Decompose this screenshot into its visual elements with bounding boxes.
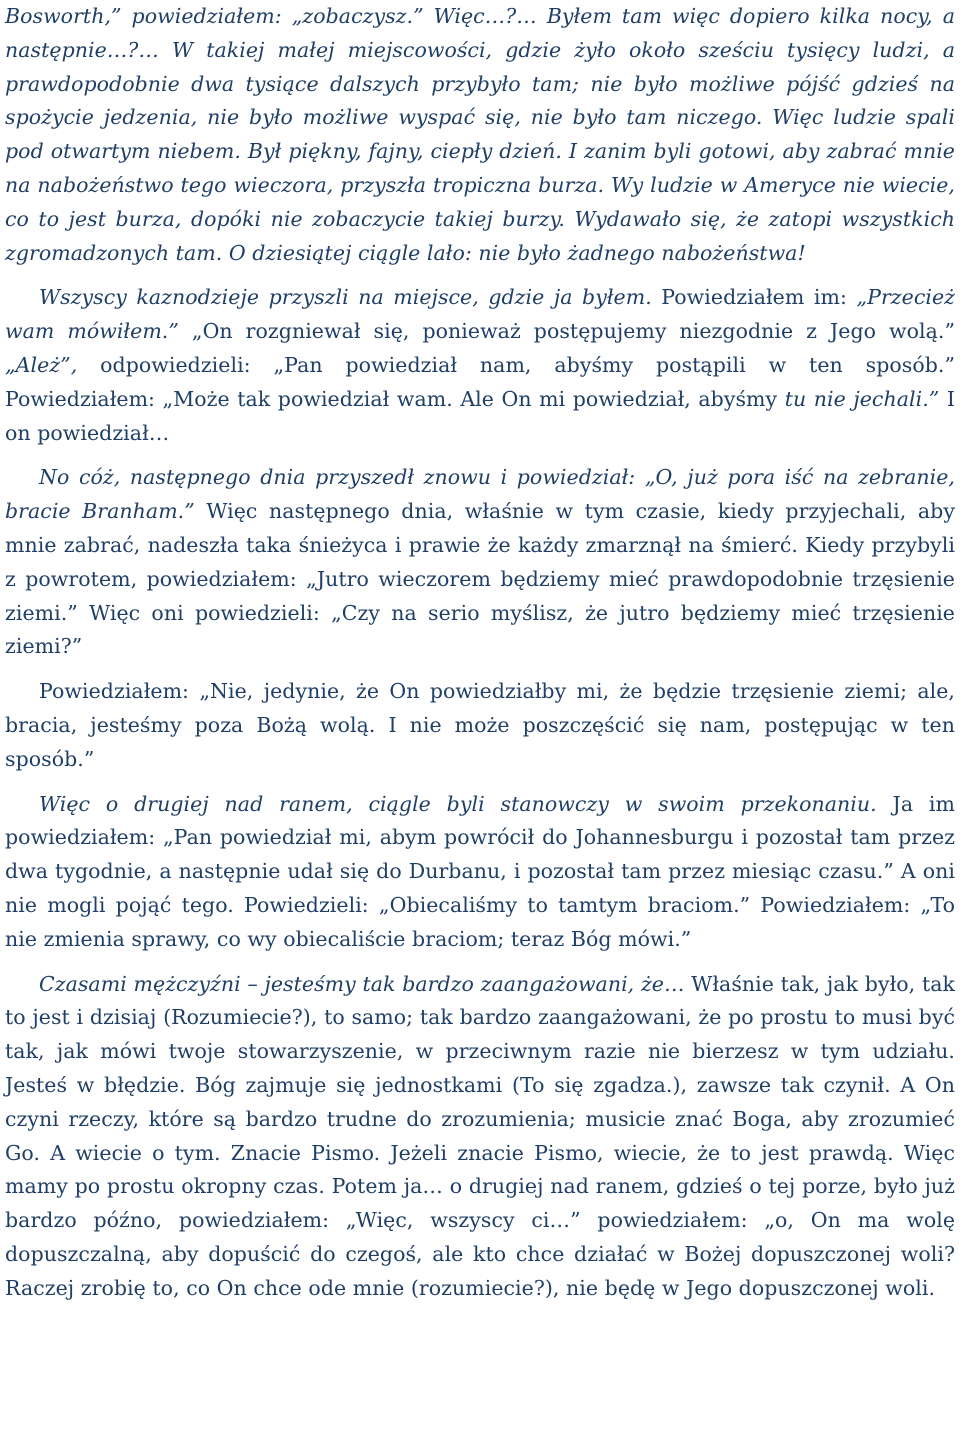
text-segment: „Przecież wam mówiłem.” (5, 285, 956, 344)
text-segment: No cóż, następnego dnia przyszedł znowu i powiedział: „O, już pora iść na zebranie, bracie Branham.” (5, 465, 955, 524)
text-segment: Wszyscy kaznodzieje przyszli na miejsce, gdzie ja byłem. (39, 285, 662, 310)
text-segment: „On rozgniewał się, ponieważ postępujemy niezgodnie z Jego wolą.” (191, 319, 956, 344)
text-segment: Wydawało się, że zatopi wszystkich zgromadzonych tam. O dziesiątej ciągle lało: nie było żadnego nabożeństwa! (5, 206, 955, 265)
text-segment: Właśnie tak, jak było, tak to jest i dzisiaj (Rozumiecie?), to samo; tak bardzo zaangażowani, że po prostu to musi być tak, jak mówi twoje stowarzyszenie, w przeciwnym razie nie bierzesz w tym udziału. Jesteś w błędzie. Bóg zajmuje się jednostkami (To się zgadza.), zawsze tak czynił. A On czyni rzeczy, które są bardzo trudne do zrozumienia; musicie znać Boga, aby zrozumieć Go. A wiecie o tym. Znacie Pismo. Jeżeli znacie Pismo, wiecie, że to jest prawdą. Więc mamy po prostu okropny czas. Potem ja… o drugiej nad ranem, gdzieś o tej porze, było już bardzo późno, powiedziałem: „Więc, wszyscy ci…” powiedziałem: „o, On ma wolę dopuszczalną, aby dopuścić do czegoś, ale kto chce działać w Bożej dopuszczonej woli? Raczej zrobię to, co On chce ode mnie (rozumiecie?), nie będę w Jego dopuszczonej woli. (5, 971, 955, 1300)
text-segment: Czasami mężczyźni – jesteśmy tak bardzo zaangażowani, że… (39, 971, 692, 996)
text-segment: Wy ludzie w Ameryce nie wiecie, co to jest burza, dopóki nie zobaczycie takiej burzy. (5, 172, 955, 231)
text-segment: „Ależ”, (5, 352, 101, 377)
text-segment: Więc o drugiej nad ranem, ciągle byli stanowczy w swoim przekonaniu. (39, 791, 893, 816)
text-segment: Powiedziałem: „Nie, jedynie, że On powiedziałby mi, że będzie trzęsienie ziemi; ale, bracia, jesteśmy poza Bożą wolą. I nie może poszczęścić się nam, postępując w ten sposób.” (5, 679, 955, 771)
text-segment: odpowiedzieli: „Pan powiedział nam, abyśmy postąpili w ten sposób.” Powiedziałem: „Może tak powiedział wam. Ale On mi powiedział, abyśmy (5, 352, 955, 411)
paragraph (5, 675, 955, 776)
document-page (5, 0, 955, 1305)
text-segment: Więc następnego dnia, właśnie w tym czasie, kiedy przyjechali, aby mnie zabrać, nadeszła taka śnieżyca i prawie że każdy zmarznął na śmierć. Kiedy przybyli z powrotem, powiedziałem: „Jutro wieczorem będziemy mieć prawdopodobnie trzęsienie ziemi.” Więc oni powiedzieli: „Czy na serio myślisz, że jutro będziemy mieć trzęsienie ziemi?” (5, 499, 955, 659)
text-segment: I on powiedział… (5, 386, 955, 445)
paragraph (5, 0, 955, 270)
paragraph (5, 281, 955, 450)
text-segment: Powiedziałem im: (661, 285, 857, 310)
paragraph (5, 968, 955, 1306)
paragraph (5, 788, 955, 957)
paragraph (5, 461, 955, 664)
text-segment: Ja im powiedziałem: „Pan powiedział mi, abym powrócił do Johannesburgu i pozostał tam przez dwa tygodnie, a następnie udał się do Durbanu, i pozostał tam przez miesiąc czasu.” A oni nie mogli pojąć tego. Powiedzieli: „Obiecaliśmy to tamtym braciom.” Powiedziałem: „To nie zmienia sprawy, co wy obiecaliście braciom; teraz Bóg mówi.” (5, 791, 955, 951)
text-segment: Bosworth,” powiedziałem: „zobaczysz.” Więc…?… Byłem tam więc dopiero kilka nocy, a następnie…?… W takiej małej miejscowości, gdzie żyło około sześciu tysięcy ludzi, a prawdopodobnie dwa tysiące dalszych przybyło tam; nie było możliwe pójść gdzieś na spożycie jedzenia, nie było możliwe wyspać się, nie było tam niczego. Więc ludzie spali pod otwartym niebem. Był piękny, fajny, ciepły dzień. I zanim byli gotowi, aby zabrać mnie na nabożeństwo tego wieczora, przyszła tropiczna burza. (5, 4, 955, 197)
text-segment: tu nie jechali.” (784, 386, 947, 411)
